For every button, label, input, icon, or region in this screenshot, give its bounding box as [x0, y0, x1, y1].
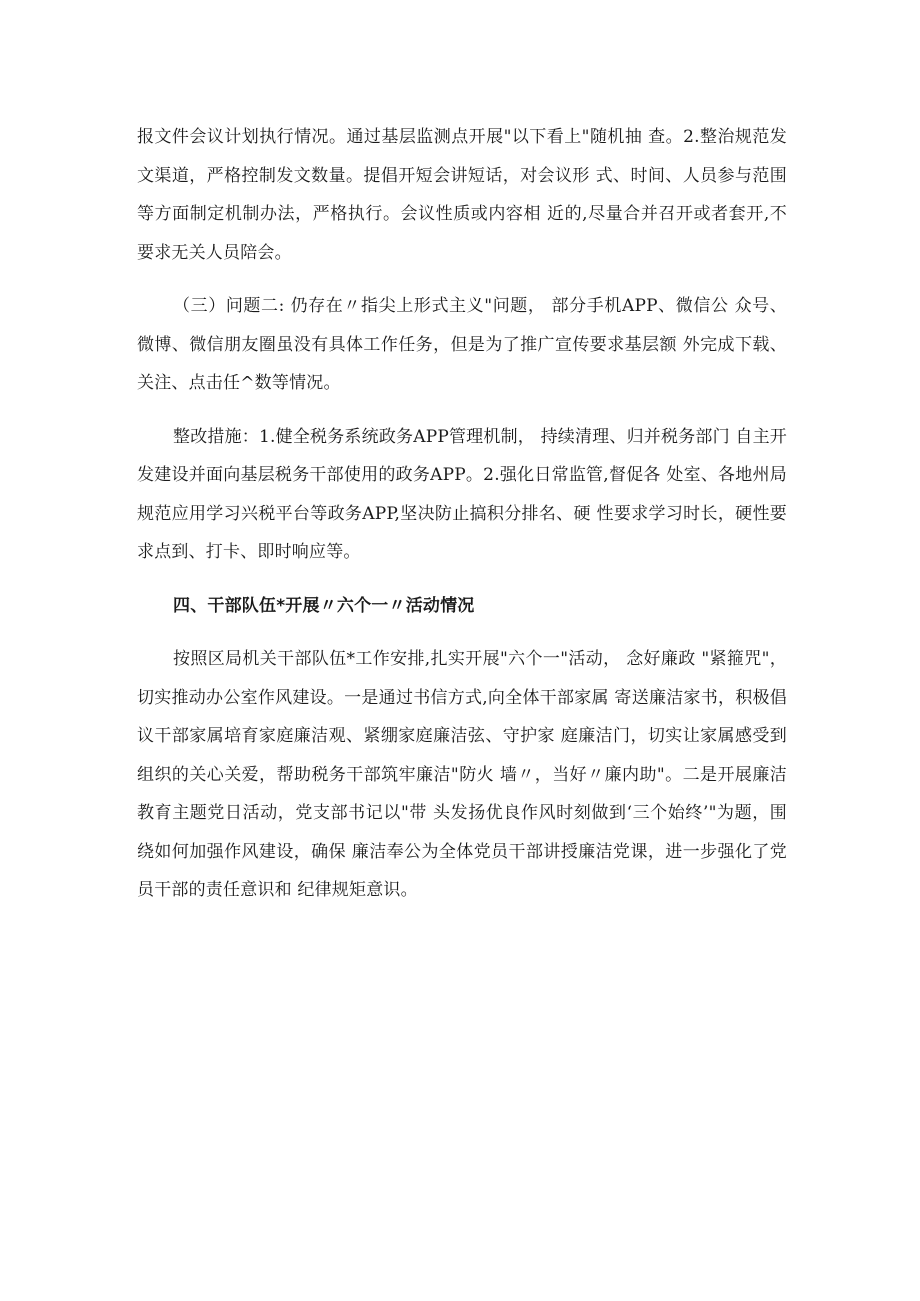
paragraph-problem-two: （三）问题二: 仍存在〃指尖上形式主义"问题， 部分手机APP、微信公 众号、微博、微信朋友圈虽没有具体工作任务，但是为了推广宣传要求基层额 外完成下载、关注、点击任^数等情况。	[137, 296, 787, 393]
paragraph-gap	[137, 403, 787, 418]
document-body	[137, 118, 787, 910]
paragraph-gap	[137, 572, 787, 587]
paragraph-rectification-measures: 整改措施：1.健全税务系统政务APP管理机制， 持续清理、归并税务部门 自主开发建设并面向基层税务干部使用的政务APP。2.强化日常监管,督促各 处室、各地州局规范应用学习兴税平台等政务APP,坚决防止搞积分排名、硬 性要求学习时长，硬性要求点到、打卡、即时响应等。	[137, 426, 787, 562]
paragraph-meeting-rectification: 报文件会议计划执行情况。通过基层监测点开展"以下看上"随机抽 查。2.整治规范发文渠道，严格控制发文数量。提倡开短会讲短话，对会议形 式、时间、人员参与范围等方面制定机制办法，严格执行。会议性质或内容相 近的,尽量合并召开或者套开,不要求无关人员陪会。	[137, 127, 787, 263]
paragraph-six-ones-activity: 按照区局机关干部队伍*工作安排,扎实开展"六个一"活动， 念好廉政 "紧箍咒"，切实推动办公室作风建设。一是通过书信方式,向全体干部家属 寄送廉洁家书，积极倡议干部家属培育家庭廉洁观、紧绷家庭廉洁弦、守护家 庭廉洁门，切实让家属感受到组织的关心关爱，帮助税务干部筑牢廉洁"防火 墙〃，当好〃廉内助"。二是开展廉洁教育主题党日活动，党支部书记以"带 头发扬优良作风时刻做到‘三个始终’"为题，围绕如何加强作风建设，确保 廉洁奉公为全体党员干部讲授廉洁党课，进一步强化了党员干部的责任意识和 纪律规矩意识。	[137, 649, 787, 900]
paragraph-gap	[137, 272, 787, 287]
section-heading-four: 四、干部队伍*开展〃六个一〃活动情况	[173, 595, 475, 616]
paragraph-gap	[137, 625, 787, 640]
